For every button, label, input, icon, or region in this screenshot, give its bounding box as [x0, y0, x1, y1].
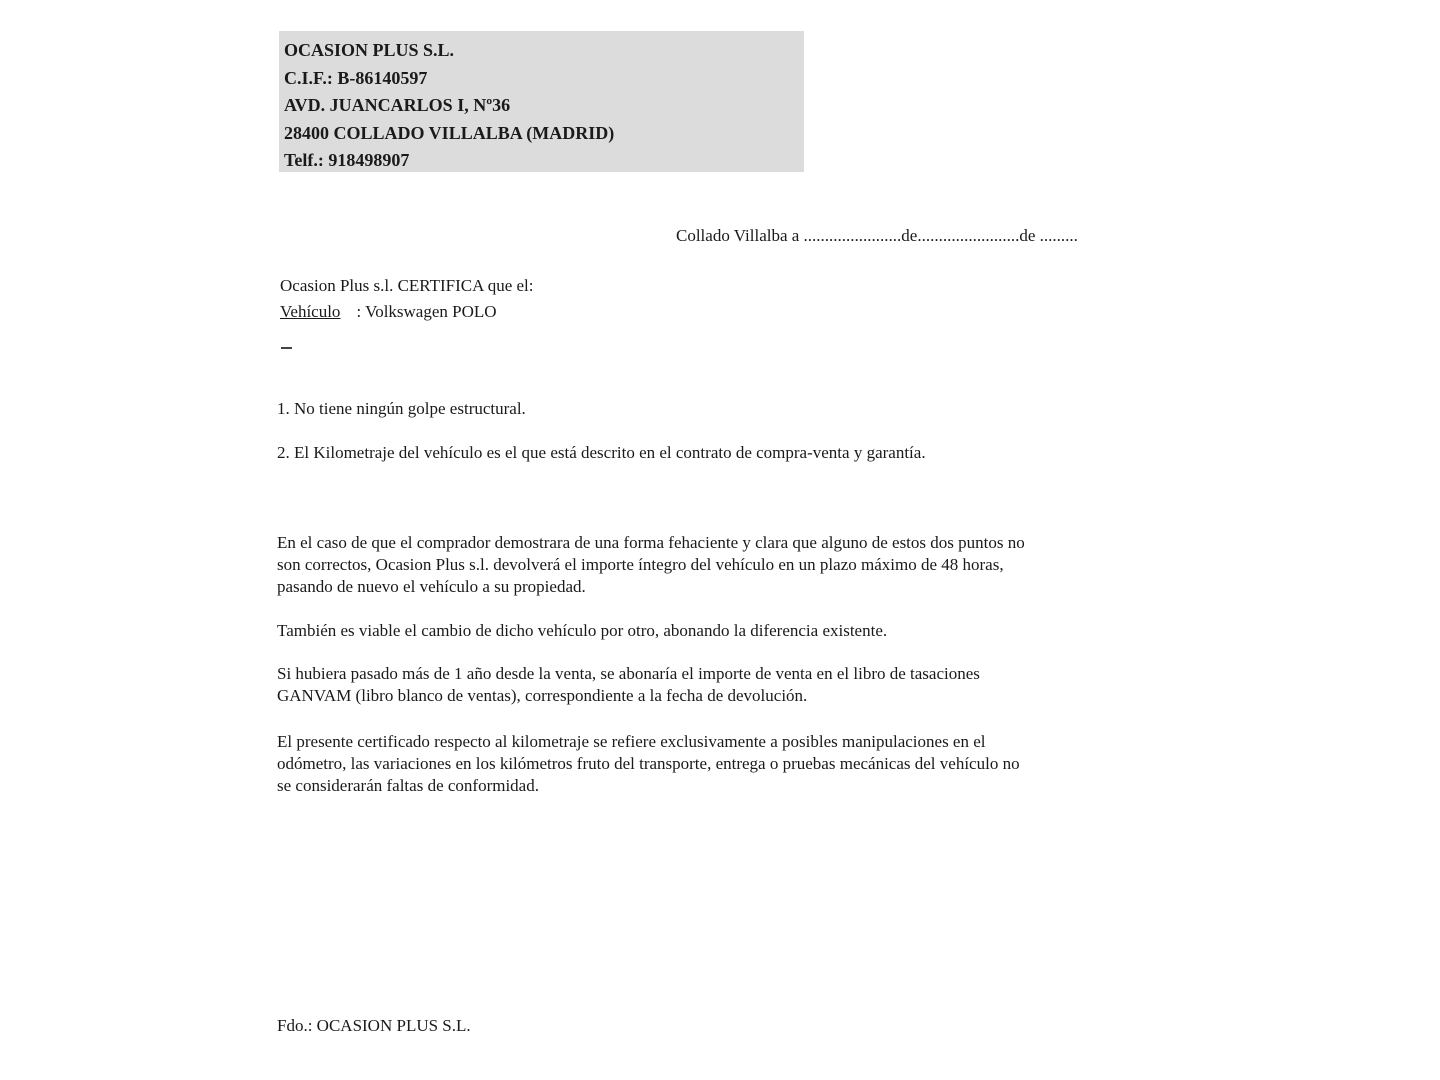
vehicle-value: : Volkswagen POLO	[356, 302, 497, 321]
paragraph-line: GANVAM (libro blanco de ventas), correspondiente a la fecha de devolución.	[277, 686, 808, 705]
paragraph-exchange	[277, 620, 1157, 642]
vehicle-line	[280, 302, 497, 322]
point-item: 2. El Kilometraje del vehículo es el que está descrito en el contrato de compra-venta y garantía.	[277, 443, 926, 462]
paragraph-after-one-year	[277, 663, 1157, 707]
point-item: 1. No tiene ningún golpe estructural.	[277, 399, 526, 418]
company-city: 28400 COLLADO VILLALBA (MADRID)	[284, 122, 615, 143]
company-name: OCASION PLUS S.L.	[284, 40, 455, 60]
paragraph-line: se considerarán faltas de conformidad.	[277, 776, 539, 795]
paragraph-line: odómetro, las variaciones en los kilómetros fruto del transporte, entrega o pruebas mecánicas del vehículo no	[277, 754, 1020, 773]
company-header-box	[279, 31, 804, 172]
paragraph-line: son correctos, Ocasion Plus s.l. devolverá el importe íntegro del vehículo en un plazo máximo de 48 horas,	[277, 555, 1004, 574]
paragraph-odometer-scope	[277, 731, 1157, 797]
date-line: Collado Villalba a .......................de........................de .........	[676, 226, 1078, 245]
paragraph-line: También es viable el cambio de dicho vehículo por otro, abonando la diferencia existente.	[277, 621, 888, 640]
company-phone: Telf.: 918498907	[284, 150, 410, 170]
divider-dash	[281, 347, 292, 349]
company-cif: C.I.F.: B-86140597	[284, 67, 428, 88]
certification-intro: Ocasion Plus s.l. CERTIFICA que el:	[280, 276, 534, 295]
signature-line: Fdo.: OCASION PLUS S.L.	[277, 1016, 471, 1035]
paragraph-line: Si hubiera pasado más de 1 año desde la venta, se abonaría el importe de venta en el libro de tasaciones	[277, 664, 980, 683]
paragraph-line: En el caso de que el comprador demostrara de una forma fehaciente y clara que alguno de estos dos puntos no	[277, 533, 1025, 552]
paragraph-line: pasando de nuevo el vehículo a su propiedad.	[277, 577, 586, 596]
company-address: AVD. JUANCARLOS I, Nº36	[284, 95, 511, 115]
paragraph-refund-condition	[277, 532, 1157, 598]
vehicle-label: Vehículo	[280, 302, 341, 321]
paragraph-line: El presente certificado respecto al kilometraje se refiere exclusivamente a posibles manipulaciones en el	[277, 732, 986, 751]
